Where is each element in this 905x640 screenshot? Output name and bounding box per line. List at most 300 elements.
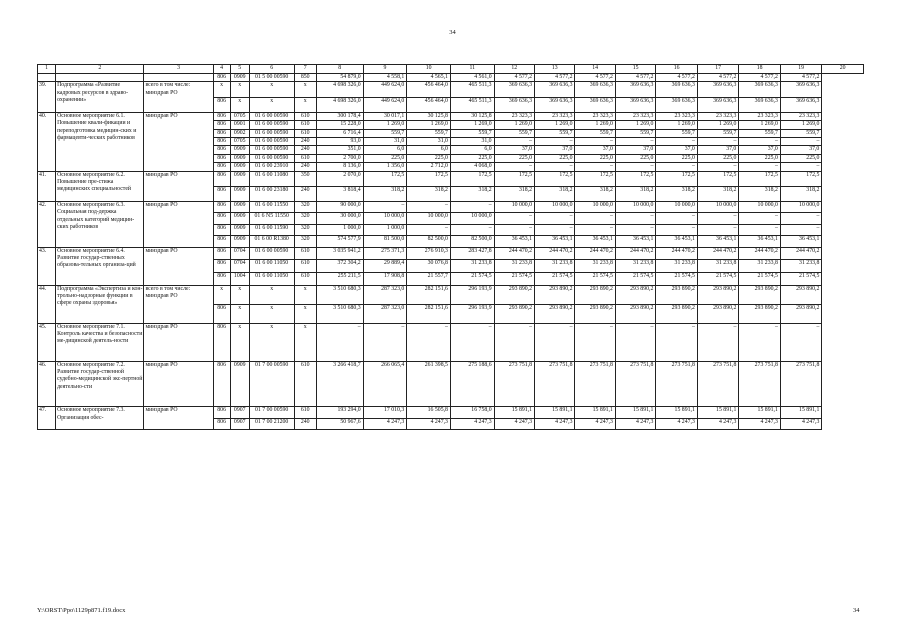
table-cell: – [697,323,739,361]
table-cell: 806 [213,407,230,418]
table-cell: 449 624,0 [363,97,407,112]
table-cell: – [363,323,407,361]
table-cell: x [213,82,230,97]
table-cell: x [249,82,294,97]
table-cell: 172,5 [575,171,615,186]
table-cell: 1 269,0 [697,121,739,129]
table-cell: 559,7 [450,129,494,137]
table-cell: 172,5 [697,171,739,186]
table-cell: 372 304,2 [316,260,363,273]
table-cell: 225,0 [575,154,615,162]
column-number: 8 [316,65,363,74]
table-cell: 369 636,3 [575,82,615,97]
table-cell: 21 574,5 [615,272,655,285]
table-cell: 225,0 [615,154,655,162]
table-cell: 54 879,0 [316,74,363,82]
footer-file-path: Y:\ORST\Ppo\1129p871.f19.docx [37,607,126,614]
table-cell: 244 470,2 [535,247,575,260]
table-cell: 369 636,3 [615,97,655,112]
table-cell: 36 453,1 [780,236,822,247]
table-cell: – [615,213,655,224]
table-cell: x [213,285,230,304]
executor: минздрав РО [144,171,213,201]
item-name: Основное мероприятие 7.2. Развитие государ-ственной судебно-медицинской экс-пертной деятельно-сти [56,361,144,407]
table-cell: 4 577,2 [656,74,698,82]
table-cell: 31 233,8 [615,260,655,273]
table-cell: – [739,163,781,171]
table-cell: 172,5 [535,171,575,186]
table-cell: 4 561,0 [450,74,494,82]
table-cell: 225,0 [407,154,451,162]
table-cell: 610 [294,121,316,129]
table-cell: 01 6 00 00590 [249,146,294,154]
table-cell: – [407,224,451,235]
table-cell: 244 470,2 [780,247,822,260]
table-cell: 23 323,3 [575,112,615,120]
item-number: 47. [38,407,56,430]
table-cell: – [697,213,739,224]
table-cell: 4 577,2 [780,74,822,82]
table-cell: 244 470,2 [656,247,698,260]
table-cell: x [230,97,249,112]
table-cell: 610 [294,247,316,260]
table-cell: 293 890,2 [575,285,615,304]
table-cell: 1 269,0 [780,121,822,129]
table-cell: – [450,323,494,361]
table-cell: 456 464,0 [407,82,451,97]
table-cell: – [535,323,575,361]
table-cell: 806 [213,186,230,201]
table-cell: 37,0 [575,146,615,154]
table-cell: 574 577,9 [316,236,363,247]
table-cell: – [535,213,575,224]
table-cell: 610 [294,260,316,273]
executor: минздрав РО [144,407,213,430]
table-cell: 01 6 00 00590 [249,129,294,137]
column-number: 6 [249,65,294,74]
table-cell: 0907 [230,407,249,418]
table-cell: 559,7 [656,129,698,137]
table-cell: 10 000,0 [363,213,407,224]
table-cell: 21 574,5 [535,272,575,285]
table-cell: 0909 [230,74,249,82]
table-cell: 36 453,1 [697,236,739,247]
table-cell: 172,5 [615,171,655,186]
table-cell: – [739,224,781,235]
table-cell: 31 233,8 [450,260,494,273]
table-cell: 225,0 [450,154,494,162]
table-row [38,361,864,407]
column-number: 9 [363,65,407,74]
table-cell: 31 233,8 [656,260,698,273]
table-cell: 293 890,2 [780,304,822,323]
column-number: 3 [144,65,213,74]
table-cell: – [575,213,615,224]
table-cell: – [575,163,615,171]
table-cell: 296 193,9 [450,285,494,304]
table-cell: 320 [294,202,316,213]
column-number: 16 [656,65,698,74]
table-cell: 15 891,1 [739,407,781,418]
table-cell: – [739,213,781,224]
table-cell: 4 247,3 [615,418,655,429]
table-cell: 1 000,0 [363,224,407,235]
table-cell: 806 [213,236,230,247]
table-cell: 21 574,5 [575,272,615,285]
table-cell: – [407,202,451,213]
table-cell: 01 6 00 11080 [249,171,294,186]
table-cell: – [697,224,739,235]
table-cell: 82 500,0 [450,236,494,247]
table-cell: 369 636,3 [697,82,739,97]
table-cell: 293 890,2 [615,285,655,304]
table-cell: 293 890,2 [656,304,698,323]
table-cell: 31 233,8 [535,260,575,273]
table-cell: 465 511,3 [450,97,494,112]
table-cell: 16 505,8 [407,407,451,418]
table-cell: 4 577,2 [494,74,534,82]
table-cell: 273 751,8 [575,361,615,407]
table-cell: 37,0 [697,146,739,154]
table-cell: 293 890,2 [697,304,739,323]
table-cell: 1 356,0 [363,163,407,171]
table-cell: 37,0 [535,146,575,154]
table-cell: 4 247,3 [535,418,575,429]
table-cell: 31,0 [407,138,451,146]
table-cell: 369 636,3 [739,82,781,97]
table-cell: 21 574,5 [656,272,698,285]
table-cell: – [739,138,781,146]
table-cell: 36 453,1 [615,236,655,247]
table-cell: 559,7 [615,129,655,137]
table-cell: 10 000,0 [407,213,451,224]
table-cell: 293 890,2 [494,285,534,304]
table-row [38,247,864,260]
item-number: 39. [38,82,56,112]
table-cell: 4 698 326,0 [316,82,363,97]
table-cell: 01 6 00 11550 [249,202,294,213]
table-cell: 283 427,8 [450,247,494,260]
table-cell: 0902 [230,129,249,137]
table-cell: – [656,138,698,146]
table-cell: 0909 [230,224,249,235]
column-number: 20 [822,65,864,74]
table-cell: 4 247,3 [697,418,739,429]
table-cell: 01 7 00 21200 [249,418,294,429]
table-cell: 0909 [230,171,249,186]
table-cell: 465 511,3 [450,82,494,97]
table-cell: – [407,323,451,361]
table-cell: 225,0 [780,154,822,162]
table-cell: 806 [213,202,230,213]
table-cell: x [230,323,249,361]
table-cell: 559,7 [780,129,822,137]
table-cell: 172,5 [363,171,407,186]
table-cell: 1 269,0 [494,121,534,129]
table-cell: 275 188,6 [450,361,494,407]
table-cell: 293 890,2 [575,304,615,323]
table-cell: 0907 [230,418,249,429]
table-cell: 273 751,8 [494,361,534,407]
table-cell: 23 323,3 [535,112,575,120]
table-cell: 806 [213,304,230,323]
table-cell: 244 470,2 [575,247,615,260]
table-row [38,323,864,361]
column-number: 7 [294,65,316,74]
table-cell: 01 6 00 00590 [249,154,294,162]
table-cell: 806 [213,171,230,186]
table-cell: 351,0 [316,146,363,154]
table-cell: 01 6 00 11590 [249,224,294,235]
table-cell: 31 233,8 [494,260,534,273]
table-cell: 806 [213,224,230,235]
table-cell: – [535,163,575,171]
table-cell: 806 [213,260,230,273]
table-cell: – [575,224,615,235]
item-name: Основное мероприятие 6.2. Повышение пре-стижа медицинских специальностей [56,171,144,201]
table-cell: 318,2 [450,186,494,201]
executor: минздрав РО [144,323,213,361]
table-cell: 93,0 [316,138,363,146]
table-cell: 806 [213,74,230,82]
table-cell: 4 247,3 [450,418,494,429]
table-cell: 282 151,6 [407,285,451,304]
table-cell: 293 890,2 [535,285,575,304]
table-cell: 2 070,0 [316,171,363,186]
item-name: Основное мероприятие 6.3. Социальная под-держка отдельных категорий медицин-ских работников [56,202,144,248]
table-cell: 21 574,5 [697,272,739,285]
item-name: Основное мероприятие 6.4. Развитие государ-ственных образова-тельных организа-ций [56,247,144,285]
table-cell: – [575,138,615,146]
table-cell: 82 500,0 [407,236,451,247]
column-number: 13 [535,65,575,74]
table-cell: 806 [213,112,230,120]
table-cell: 320 [294,213,316,224]
table-cell: 806 [213,129,230,137]
item-number: 42. [38,202,56,248]
table-cell: – [656,224,698,235]
table-cell: x [230,304,249,323]
table-cell: 01 7 00 00590 [249,361,294,407]
table-cell: 369 636,3 [780,82,822,97]
table-cell: 4 577,2 [697,74,739,82]
table-cell: 806 [213,323,230,361]
executor: минздрав РО [144,361,213,407]
table-cell: 4 247,3 [407,418,451,429]
table-cell: 293 890,2 [535,304,575,323]
table-cell: – [615,138,655,146]
item-name: Основное мероприятие 7.3. Организация обес- [56,407,144,430]
table-cell: 37,0 [615,146,655,154]
table-cell: 4 558,1 [363,74,407,82]
table-cell: 50 967,6 [316,418,363,429]
table-cell: 1 269,0 [739,121,781,129]
table-cell: 318,2 [697,186,739,201]
table-cell: 610 [294,129,316,137]
executor: минздрав РО [144,202,213,248]
table-cell: x [249,97,294,112]
table-cell: 15 891,1 [575,407,615,418]
table-cell: 36 453,1 [656,236,698,247]
table-cell: 369 636,3 [656,82,698,97]
table-cell: 4 698 326,0 [316,97,363,112]
table-cell: 23 323,3 [656,112,698,120]
table-cell: – [450,224,494,235]
table-cell: – [656,213,698,224]
table-cell: 293 890,2 [615,304,655,323]
table-cell: 0909 [230,154,249,162]
table-cell: 369 636,3 [494,97,534,112]
table-cell: 36 453,1 [575,236,615,247]
table-cell: 318,2 [363,186,407,201]
table-cell: 3 266 418,7 [316,361,363,407]
table-cell: 287 323,0 [363,304,407,323]
column-number: 4 [213,65,230,74]
table-cell: 225,0 [494,154,534,162]
table-row [38,202,864,213]
column-number: 5 [230,65,249,74]
table-cell: x [230,82,249,97]
table-cell: x [249,323,294,361]
table-cell: 293 890,2 [739,285,781,304]
table-cell: x [294,82,316,97]
item-number [38,74,56,82]
table-cell: 15 891,1 [615,407,655,418]
table-cell: 287 323,0 [363,285,407,304]
item-name: Основное мероприятие 7.1. Контроль качества и безопасности ме-дицинской деятель-ности [56,323,144,361]
table-cell: – [494,323,534,361]
executor [144,74,213,82]
table-cell: 225,0 [739,154,781,162]
table-cell: 369 636,3 [575,97,615,112]
table-cell: 225,0 [363,154,407,162]
table-cell: 244 470,2 [615,247,655,260]
table-cell: 261 398,5 [407,361,451,407]
table-cell: 318,2 [575,186,615,201]
table-cell: 318,2 [615,186,655,201]
table-cell: 6,0 [407,146,451,154]
table-cell: 0901 [230,121,249,129]
table-cell: 01 6 00 11050 [249,260,294,273]
table-cell: 369 636,3 [494,82,534,97]
item-name: Основное мероприятие 6.1. Повышение квали-фикации и переподготовка медицин-ских и фармацевти-ческих работников [56,112,144,171]
table-cell: 806 [213,163,230,171]
header-row [38,65,864,74]
table-cell: 1 269,0 [575,121,615,129]
table-cell: 172,5 [656,171,698,186]
table-cell: 318,2 [656,186,698,201]
table-cell: 293 890,2 [697,285,739,304]
table-cell: 806 [213,213,230,224]
table-cell: 31,0 [450,138,494,146]
table-cell: 31 233,8 [780,260,822,273]
table-cell: 01 6 00 00590 [249,121,294,129]
table-cell: – [615,163,655,171]
table-cell: 806 [213,418,230,429]
table-cell: – [316,323,363,361]
table-cell: 4 068,0 [450,163,494,171]
table-cell: – [780,323,822,361]
table-cell: 01 6 00 23910 [249,163,294,171]
table-cell: 559,7 [697,129,739,137]
column-number: 11 [450,65,494,74]
table-cell: 240 [294,138,316,146]
table-cell: 273 751,8 [739,361,781,407]
table-cell: 37,0 [656,146,698,154]
table-cell: 276 910,3 [407,247,451,260]
table-cell: – [780,138,822,146]
item-name [56,74,144,82]
table-cell: – [780,224,822,235]
table-cell: 23 323,3 [697,112,739,120]
table-cell: 559,7 [407,129,451,137]
table-cell: 610 [294,112,316,120]
table-cell: 23 323,3 [494,112,534,120]
table-cell: 36 453,1 [739,236,781,247]
table-cell: 30 076,8 [407,260,451,273]
table-cell: x [294,97,316,112]
table-cell: x [230,285,249,304]
table-row [38,285,864,304]
table-cell: 244 470,2 [697,247,739,260]
table-cell: 31 233,8 [739,260,781,273]
table-cell: 0909 [230,361,249,407]
table-cell: 3 510 680,3 [316,285,363,304]
table-cell: 4 247,3 [494,418,534,429]
table-cell: 369 636,3 [615,82,655,97]
table-cell: 10 000,0 [450,213,494,224]
table-cell: 559,7 [739,129,781,137]
table-cell: 244 470,2 [739,247,781,260]
table-cell: 31 233,8 [697,260,739,273]
table-cell: 2 712,0 [407,163,451,171]
table-cell: 610 [294,272,316,285]
table-cell: 3 818,4 [316,186,363,201]
table-cell: 90 000,0 [316,202,363,213]
table-cell: 610 [294,361,316,407]
table-cell: 21 557,7 [407,272,451,285]
table-cell: 81 500,0 [363,236,407,247]
table-cell: 255 211,5 [316,272,363,285]
table-cell: 37,0 [494,146,534,154]
table-cell: 01 6 N5 11550 [249,213,294,224]
table-cell: 369 636,3 [697,97,739,112]
table-cell: – [450,202,494,213]
table-cell: 37,0 [739,146,781,154]
table-cell: 36 453,1 [494,236,534,247]
table-cell: 4 247,3 [656,418,698,429]
table-cell: 15 891,1 [656,407,698,418]
table-cell: 273 751,8 [656,361,698,407]
table-cell: 30 000,0 [316,213,363,224]
table-cell: 01 6 00 00590 [249,138,294,146]
table-cell: – [697,163,739,171]
table-cell: 29 889,4 [363,260,407,273]
table-cell: 369 636,3 [535,82,575,97]
table-cell: 225,0 [656,154,698,162]
table-cell: 240 [294,186,316,201]
table-cell: 1 269,0 [363,121,407,129]
table-cell: 0704 [230,247,249,260]
table-cell: – [739,323,781,361]
table-cell: 296 193,9 [450,304,494,323]
table-cell: 4 577,2 [739,74,781,82]
table-cell: 318,2 [535,186,575,201]
table-cell: 17 908,8 [363,272,407,285]
table-cell: – [535,138,575,146]
table-cell: 369 636,3 [535,97,575,112]
table-cell: 806 [213,97,230,112]
